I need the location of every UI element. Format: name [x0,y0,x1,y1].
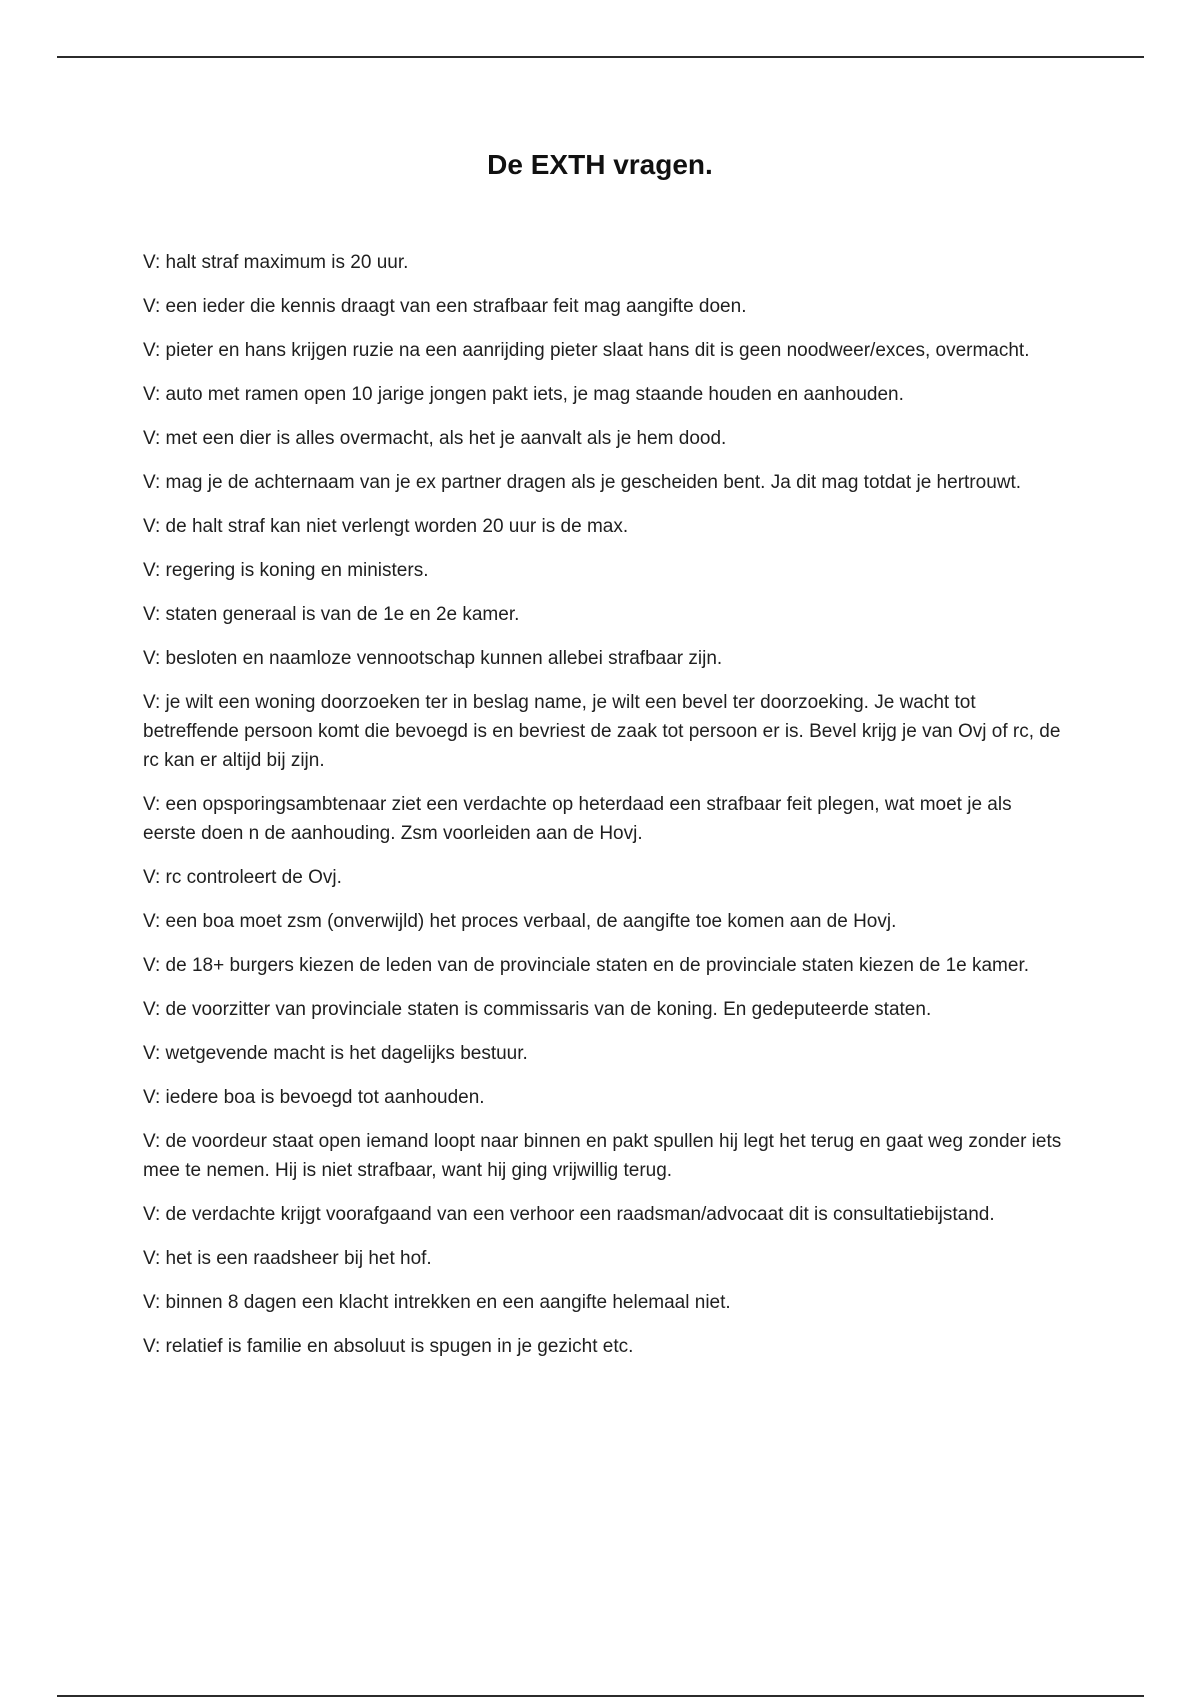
list-item: V: pieter en hans krijgen ruzie na een aanrijding pieter slaat hans dit is geen noodweer/exces, overmacht. [143,340,1030,361]
header-rule [57,56,1144,58]
list-item: V: wetgevende macht is het dagelijks bestuur. [143,1043,528,1064]
document-title: De EXTH vragen. [487,149,713,180]
list-item: V: een opsporingsambtenaar ziet een verdachte op heterdaad een strafbaar feit plegen, wat moet je als eerste doen n de aanhouding. Zsm voorleiden aan de Hovj. [143,794,1012,844]
list-item: V: halt straf maximum is 20 uur. [143,252,409,273]
list-item: V: mag je de achternaam van je ex partner dragen als je gescheiden bent. Ja dit mag totdat je hertrouwt. [143,472,1022,493]
list-item: V: de voordeur staat open iemand loopt naar binnen en pakt spullen hij legt het terug en gaat weg zonder iets mee te nemen. Hij is niet strafbaar, want hij ging vrijwillig terug. [143,1131,1062,1181]
list-item: V: auto met ramen open 10 jarige jongen pakt iets, je mag staande houden en aanhouden. [143,384,904,405]
list-item: V: staten generaal is van de 1e en 2e kamer. [143,604,520,625]
list-item: V: relatief is familie en absoluut is spugen in je gezicht etc. [143,1336,634,1357]
list-item: V: met een dier is alles overmacht, als het je aanvalt als je hem dood. [143,428,727,449]
list-item: V: binnen 8 dagen een klacht intrekken en een aangifte helemaal niet. [143,1292,731,1313]
list-item: V: besloten en naamloze vennootschap kunnen allebei strafbaar zijn. [143,648,723,669]
list-item: V: een ieder die kennis draagt van een strafbaar feit mag aangifte doen. [143,296,747,317]
list-item: V: een boa moet zsm (onverwijld) het proces verbaal, de aangifte toe komen aan de Hovj. [143,911,897,932]
list-item: V: de verdachte krijgt voorafgaand van een verhoor een raadsman/advocaat dit is consultatiebijstand. [143,1204,995,1225]
list-item: V: je wilt een woning doorzoeken ter in beslag name, je wilt een bevel ter doorzoeking. Je wacht tot betreffende persoon komt die bevoegd is en bevriest de zaak tot persoon er is. Bevel krijg je van Ovj of rc, de rc kan er altijd bij zijn. [143,692,1061,771]
question-list [143,248,1063,1376]
list-item: V: regering is koning en ministers. [143,560,429,581]
list-item: V: de voorzitter van provinciale staten is commissaris van de koning. En gedeputeerde staten. [143,999,932,1020]
list-item: V: het is een raadsheer bij het hof. [143,1248,432,1269]
list-item: V: rc controleert de Ovj. [143,867,342,888]
footer-rule [57,1695,1144,1697]
list-item: V: iedere boa is bevoegd tot aanhouden. [143,1087,485,1108]
list-item: V: de halt straf kan niet verlengt worden 20 uur is de max. [143,516,629,537]
list-item: V: de 18+ burgers kiezen de leden van de provinciale staten en de provinciale staten kiezen de 1e kamer. [143,955,1030,976]
